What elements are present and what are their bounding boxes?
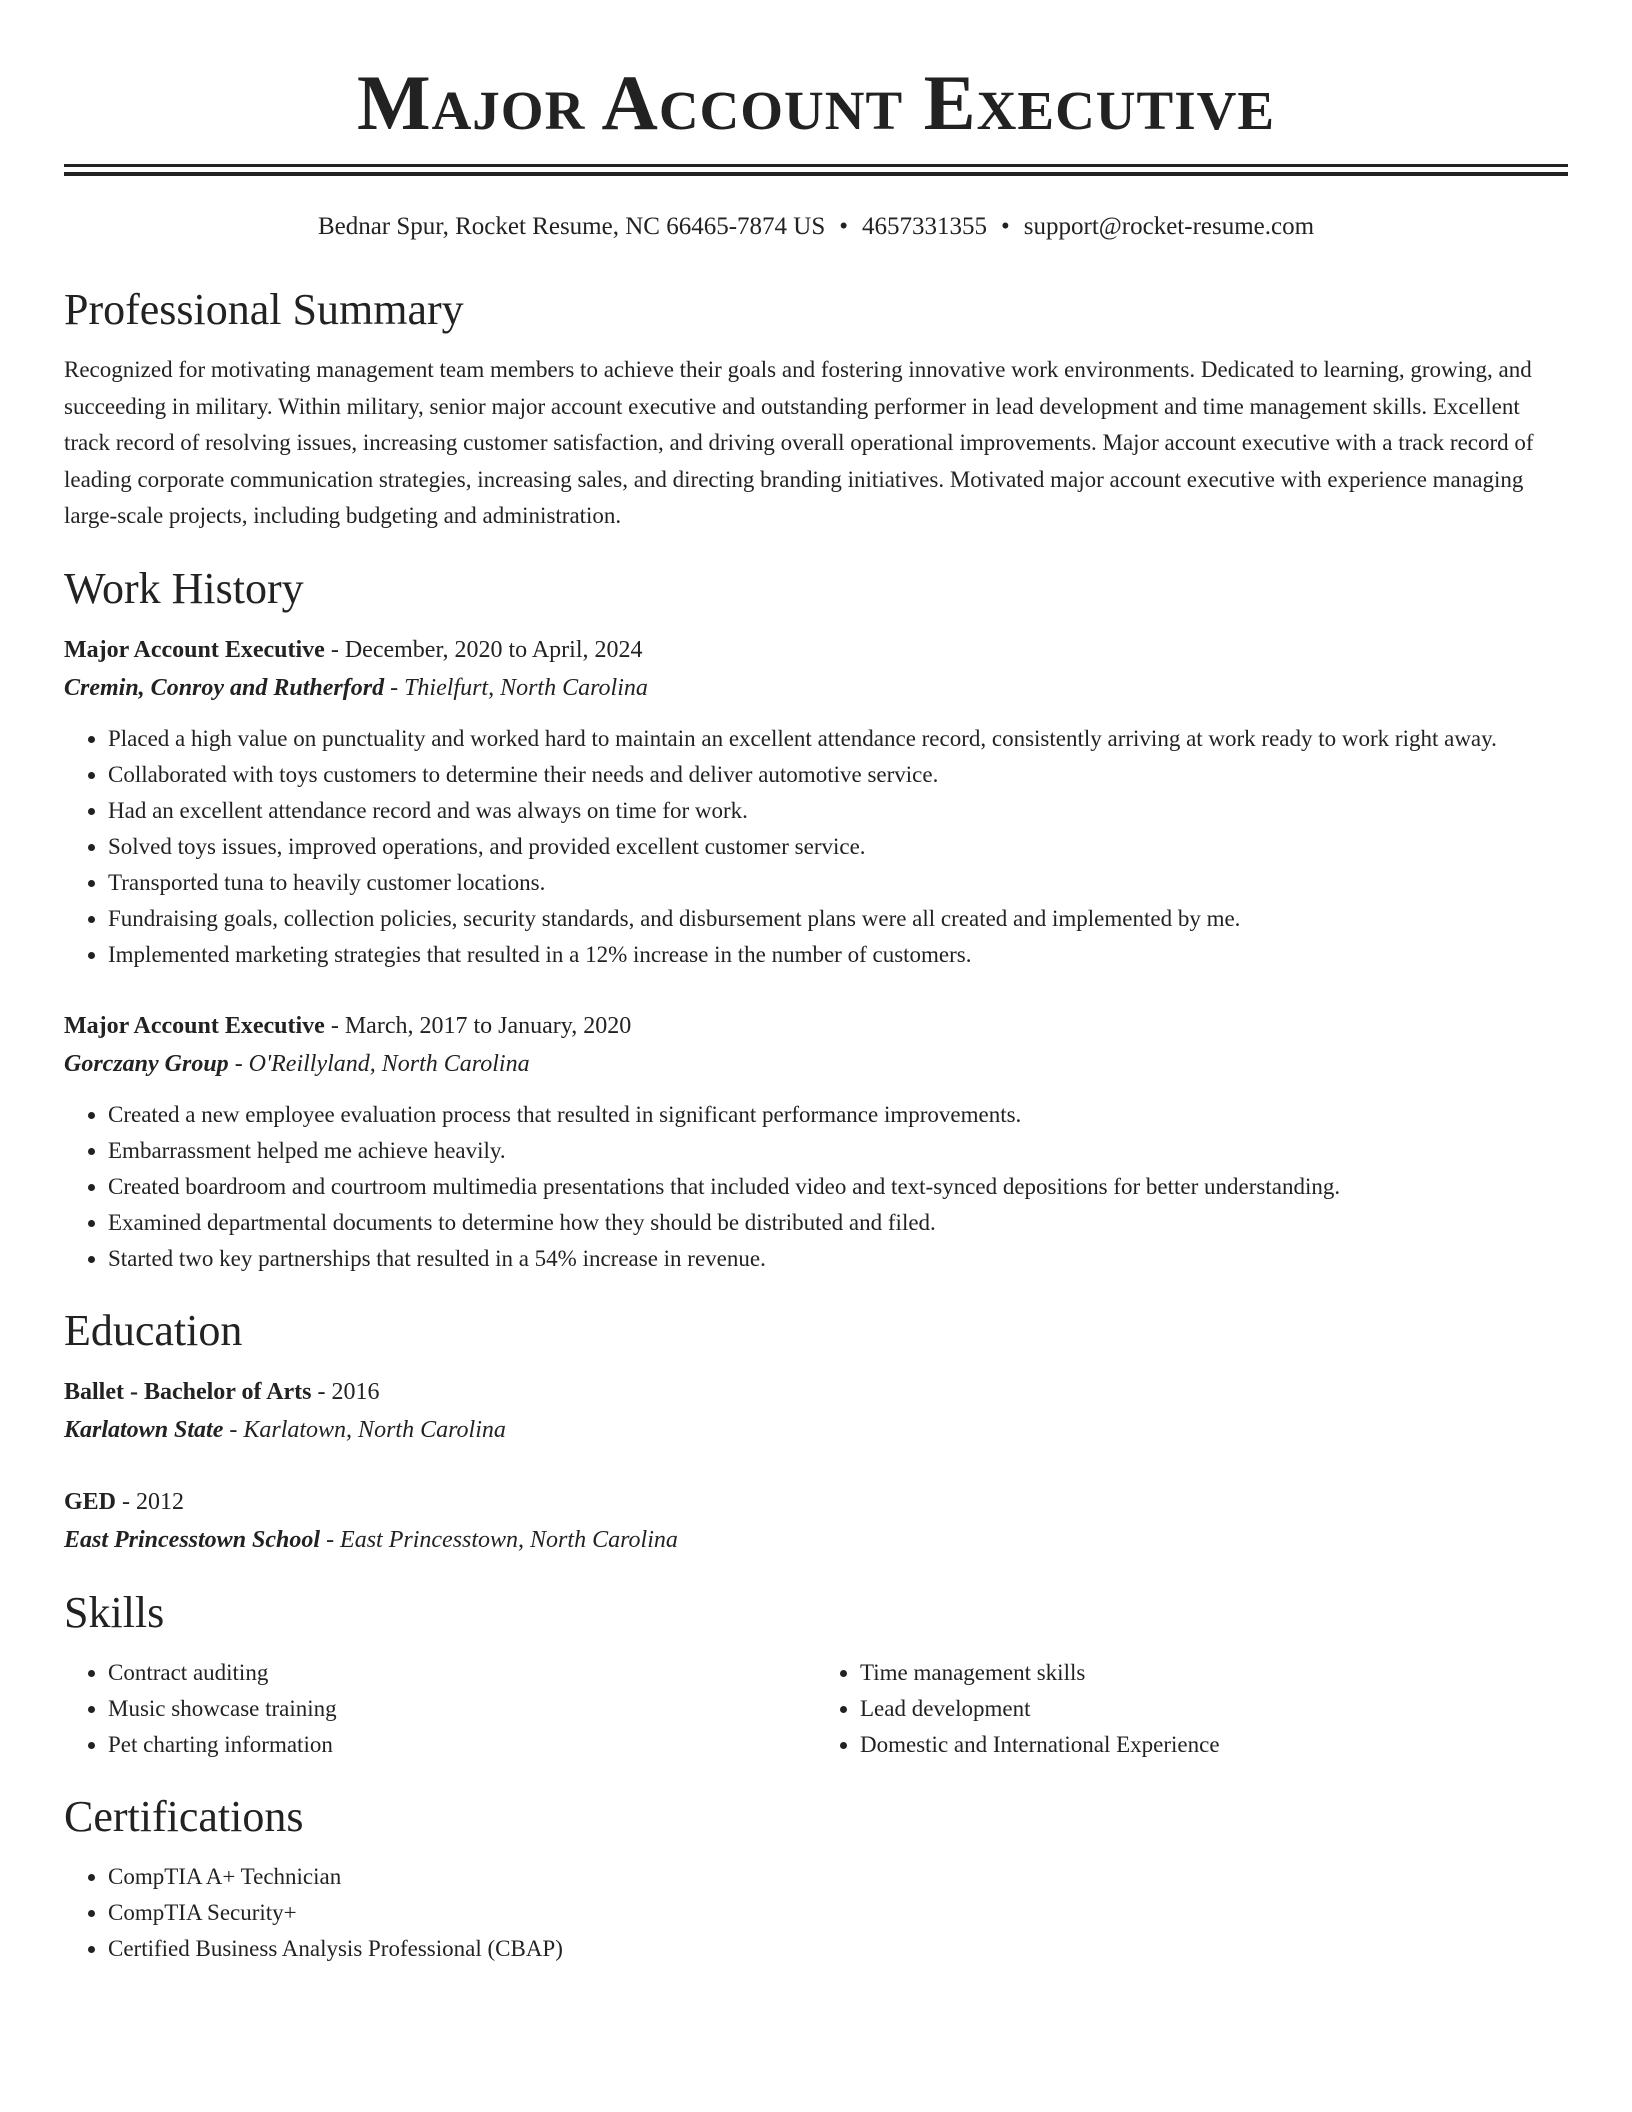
school-line (64, 1521, 1568, 1559)
job-title: Major Account Executive (64, 1012, 325, 1039)
school-name: Karlatown State (64, 1416, 224, 1443)
school-location: - Karlatown, North Carolina (223, 1416, 506, 1443)
skills-column-left (64, 1655, 816, 1763)
job-company-line (64, 1045, 1568, 1083)
list-item: • Started two key partnerships that resulted in a 54% increase in revenue. (108, 1241, 1568, 1277)
job-title: Major Account Executive (64, 636, 325, 663)
job-location: - O'Reillyland, North Carolina (228, 1050, 530, 1077)
job-entry (64, 1007, 1568, 1277)
work-history-heading: Work History (64, 563, 304, 613)
education-entry (64, 1483, 1568, 1559)
degree-year: - 2016 (311, 1378, 380, 1405)
contact-separator: • (1001, 213, 1010, 240)
list-item: • Had an excellent attendance record and was always on time for work. (108, 793, 1568, 829)
job-company: Gorczany Group (64, 1050, 229, 1077)
education-heading: Education (64, 1305, 243, 1355)
summary-heading: Professional Summary (64, 285, 464, 334)
list-item: • Placed a high value on punctuality and worked hard to maintain an excellent attendance record, consistently arriving at work ready to work right away. (108, 721, 1568, 757)
skills-list (816, 1655, 1568, 1763)
contact-line (64, 210, 1568, 244)
degree-name: Ballet - Bachelor of Arts (64, 1378, 312, 1405)
job-title-line (64, 631, 1568, 669)
job-company-line (64, 669, 1568, 707)
job-company: Cremin, Conroy and Rutherford (64, 674, 385, 701)
list-item: • Collaborated with toys customers to determine their needs and deliver automotive service. (108, 757, 1568, 793)
school-name: East Princesstown School (64, 1526, 321, 1553)
job-location: - Thielfurt, North Carolina (384, 674, 648, 701)
list-item: • Created boardroom and courtroom multimedia presentations that included video and text-synced depositions for better understanding. (108, 1169, 1568, 1205)
title-divider (64, 164, 1568, 176)
list-item: • Certified Business Analysis Professional (CBAP) (108, 1931, 1568, 1967)
job-bullets (64, 721, 1568, 973)
degree-line (64, 1373, 1568, 1411)
school-location: - East Princesstown, North Carolina (320, 1526, 678, 1553)
job-dates: - March, 2017 to January, 2020 (324, 1012, 632, 1039)
summary-text: Recognized for motivating management team members to achieve their goals and fostering innovative work environments. Dedicated to learning, growing, and succeeding in military. Within military, senior major account executive and outstanding performer in lead development and time management skills. Excellent track record of resolving issues, increasing customer satisfaction, and driving overall operational improvements. Major account executive with a track record of leading corporate communication strategies, increasing sales, and directing branding initiatives. Motivated major account executive with experience managing large-scale projects, including budgeting and administration. (64, 357, 1534, 528)
contact-phone: 4657331355 (862, 213, 987, 240)
list-item: • Lead development (860, 1691, 1568, 1727)
list-item: • Domestic and International Experience (860, 1727, 1568, 1763)
skills-column-right (816, 1655, 1568, 1763)
list-item: • CompTIA Security+ (108, 1895, 1568, 1931)
education-entry (64, 1373, 1568, 1449)
list-item: • Examined departmental documents to determine how they should be distributed and filed. (108, 1205, 1568, 1241)
list-item: • Transported tuna to heavily customer locations. (108, 865, 1568, 901)
certifications-heading: Certifications (64, 1791, 304, 1841)
list-item: • CompTIA A+ Technician (108, 1859, 1568, 1895)
certifications-list (64, 1859, 1568, 1967)
contact-address: Bednar Spur, Rocket Resume, NC 66465-7874 US (317, 213, 826, 240)
resume-title: Major Account Executive (356, 59, 1276, 146)
skills-list (64, 1655, 816, 1763)
degree-year: - 2012 (116, 1488, 185, 1515)
list-item: • Implemented marketing strategies that resulted in a 12% increase in the number of customers. (108, 937, 1568, 973)
degree-name: GED (64, 1488, 117, 1515)
contact-separator: • (839, 213, 848, 240)
list-item: • Time management skills (860, 1655, 1568, 1691)
degree-line (64, 1483, 1568, 1521)
list-item: • Solved toys issues, improved operations, and provided excellent customer service. (108, 829, 1568, 865)
skills-grid (64, 1655, 1568, 1763)
skills-heading: Skills (64, 1587, 165, 1637)
job-entry (64, 631, 1568, 973)
list-item: • Pet charting information (108, 1727, 816, 1763)
list-item: • Created a new employee evaluation process that resulted in significant performance improvements. (108, 1097, 1568, 1133)
list-item: • Contract auditing (108, 1655, 816, 1691)
job-bullets (64, 1097, 1568, 1277)
contact-email: support@rocket-resume.com (1023, 213, 1315, 240)
school-line (64, 1411, 1568, 1449)
list-item: • Embarrassment helped me achieve heavily. (108, 1133, 1568, 1169)
job-title-line (64, 1007, 1568, 1045)
job-dates: - December, 2020 to April, 2024 (324, 636, 643, 663)
list-item: • Music showcase training (108, 1691, 816, 1727)
list-item: • Fundraising goals, collection policies, security standards, and disbursement plans were all created and implemented by me. (108, 901, 1568, 937)
